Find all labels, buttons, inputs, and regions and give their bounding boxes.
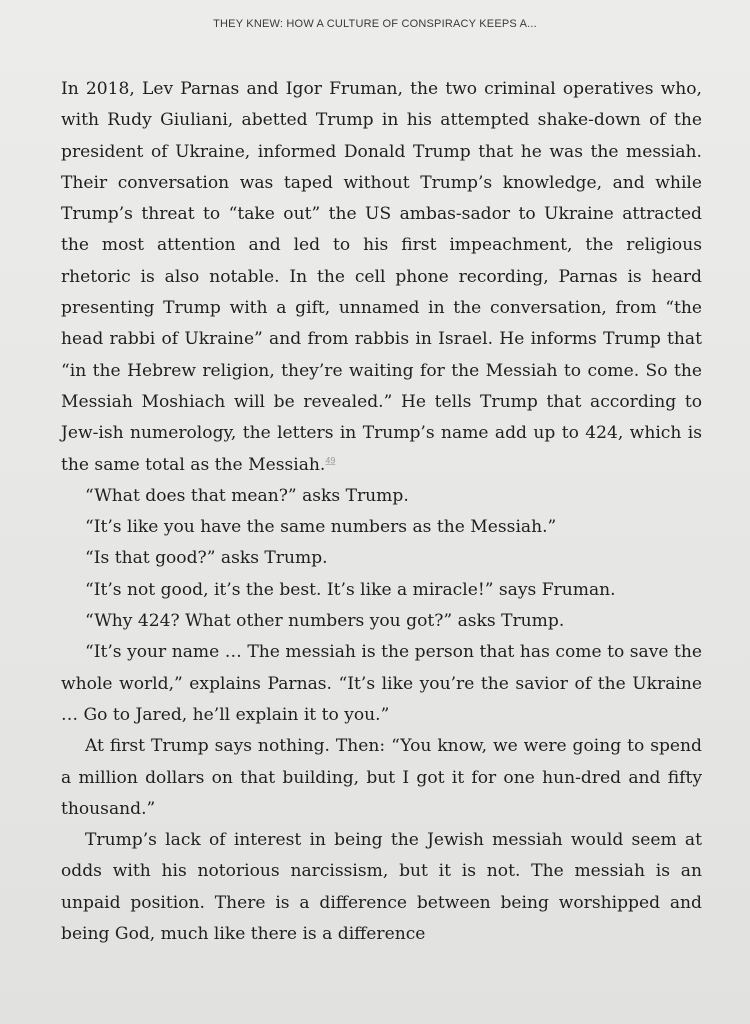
paragraph-1-text: In 2018, Lev Parnas and Igor Fruman, the two criminal operatives who, with Rudy Giuliani, abetted Trump in his attempted shake-down of the president of Ukraine, informed Donald Trump that he was the messiah. Their conversation was taped without Trump’s knowledge, and while Trump’s threat to “take out” the US ambas-sador to Ukraine attracted the most attention and led to his first impeachment, the religious rhetoric is also notable. In the cell phone recording, Parnas is heard presenting Trump with a gift, unnamed in the conversation, from “the head rabbi of Ukraine” and from rabbis in Israel. He informs Trump that “in the Hebrew religion, they’re waiting for the Messiah to come. So the Messiah Moshiach will be revealed.” He tells Trump that according to Jew-ish numerology, the letters in Trump’s name add up to 424, which is the same total as the Messiah. (61, 79, 702, 475)
paragraph-7: “It’s your name … The messiah is the person that has come to save the whole world,” explains Parnas. “It’s like you’re the savior of the Ukraine … Go to Jared, he’ll explain it to you.” (61, 642, 702, 725)
paragraph-1 (61, 74, 702, 481)
paragraph-5: “It’s not good, it’s the best. It’s like a miracle!” says Fruman. (85, 579, 616, 600)
running-header: THEY KNEW: HOW A CULTURE OF CONSPIRACY KEEPS A... (213, 18, 537, 30)
footnote-49-link[interactable]: 49 (325, 454, 336, 465)
paragraph-6: “Why 424? What other numbers you got?” asks Trump. (85, 611, 565, 632)
paragraph-9: Trump’s lack of interest in being the Jewish messiah would seem at odds with his notorious narcissism, but it is not. The messiah is an unpaid position. There is a difference between being worshipped and being God, much like there is a difference (61, 830, 702, 945)
paragraph-3: “It’s like you have the same numbers as the Messiah.” (85, 517, 557, 538)
paragraph-8: At first Trump says nothing. Then: “You know, we were going to spend a million dollars on that building, but I got it for one hun-dred and fifty thousand.” (61, 736, 702, 819)
paragraph-2: “What does that mean?” asks Trump. (85, 485, 409, 506)
paragraph-4: “Is that good?” asks Trump. (85, 548, 328, 569)
book-page-text (61, 74, 702, 950)
